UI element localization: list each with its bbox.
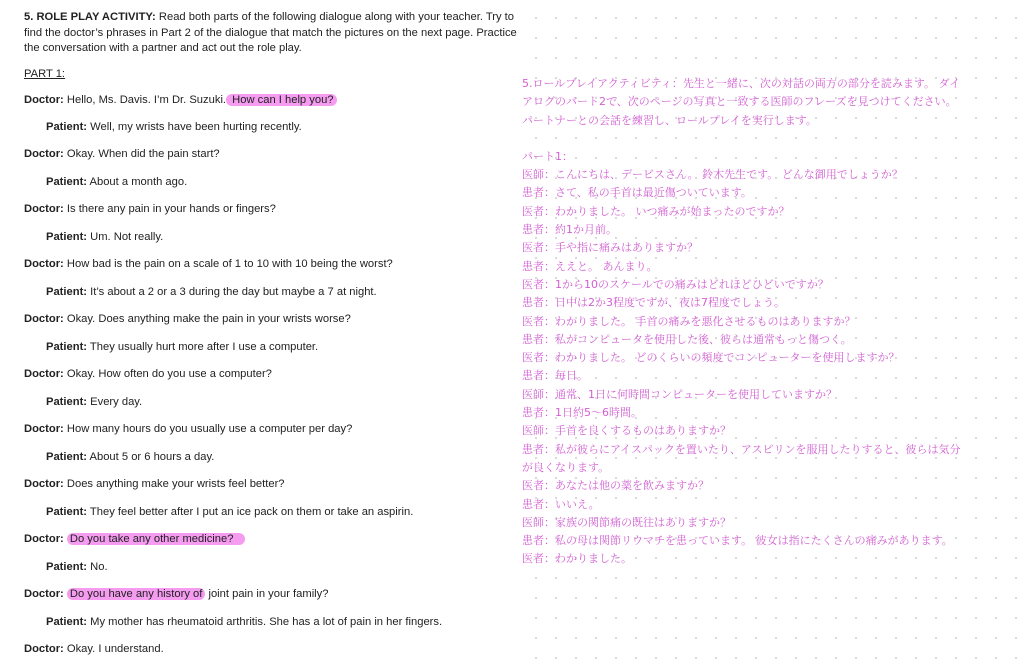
part-1-label: PART 1:: [24, 68, 66, 80]
speaker-label: Patient:: [46, 616, 88, 628]
translation-line: 患者：約1か月前。: [522, 223, 617, 237]
line-text: Well, my wrists have been hurting recently.: [87, 121, 302, 133]
speaker-label: Doctor:: [24, 258, 64, 270]
translation-intro-line: アログのパート2で、次のページの写真と一致する医師のフレーズを見つけてください。: [522, 95, 957, 109]
speaker-label: Patient:: [46, 396, 88, 408]
translation-line: 患者：ええと。 あんまり。: [522, 259, 658, 273]
dialogue-line-patient: [46, 449, 214, 465]
translation-line: が良くなります。: [522, 460, 610, 474]
speaker-label: Doctor:: [24, 203, 64, 215]
line-text: Um. Not really.: [87, 231, 164, 243]
line-text: Okay. How often do you use a computer?: [63, 368, 272, 380]
dialogue-line-patient: [46, 394, 142, 410]
speaker-label: Patient:: [46, 506, 88, 518]
translation-line: 医師：家族の関節痛の既往はありますか？: [522, 515, 731, 529]
dialogue-line-doctor: [24, 146, 220, 162]
translation-line: 医者：わかりました。: [522, 552, 632, 566]
highlighted-phrase: How can I help you?: [226, 94, 336, 106]
line-text: Is there any pain in your hands or fingers?: [63, 203, 276, 215]
translation-line: 患者：私がコンピュータを使用した後、彼らは通常もっと傷つく。: [522, 332, 852, 346]
dialogue-line-doctor: [24, 311, 351, 327]
translation-part-label: パート1：: [522, 149, 573, 163]
speaker-label: Doctor:: [24, 313, 64, 325]
line-text: Every day.: [87, 396, 143, 408]
dialogue-line-doctor: [24, 256, 393, 272]
translation-line: 医者：あなたは他の薬を飲みますか？: [522, 479, 709, 493]
line-text: Does anything make your wrists feel better?: [63, 478, 285, 490]
dialogue-line-doctor: [24, 92, 337, 108]
dialogue-line-patient: [46, 174, 187, 190]
translation-line: 医師：こんにちは、デービスさん。 鈴木先生です。 どんな御用でしょうか？: [522, 168, 903, 182]
line-text: About 5 or 6 hours a day.: [87, 451, 215, 463]
activity-heading: 5. ROLE PLAY ACTIVITY:: [24, 11, 156, 23]
translation-line: 医者：わかりました。 手首の痛みを悪化させるものはありますか？: [522, 314, 856, 328]
dialogue-line-patient: [46, 504, 413, 520]
dialogue-line-patient: [46, 229, 163, 245]
line-text: They usually hurt more after I use a computer.: [87, 341, 319, 353]
line-text: It’s about a 2 or a 3 during the day but maybe a 7 at night.: [87, 286, 377, 298]
dialogue-line-patient: [46, 119, 302, 135]
dialogue-line-patient: [46, 559, 108, 575]
line-text: My mother has rheumatoid arthritis. She has a lot of pain in her fingers.: [87, 616, 443, 628]
speaker-label: Patient:: [46, 561, 88, 573]
japanese-translation: [522, 75, 1012, 569]
dialogue-line-doctor: [24, 476, 285, 492]
highlighted-phrase: Do you take any other medicine?: [67, 533, 246, 545]
line-text-after-highlight: joint pain in your family?: [205, 588, 329, 600]
translation-line: 医者：1から10のスケールでの痛みはどれほどひどいですか？: [522, 277, 829, 291]
dialogue-line-patient: [46, 284, 377, 300]
dialogue-line-doctor: [24, 586, 328, 602]
line-text: How many hours do you usually use a computer per day?: [63, 423, 353, 435]
speaker-label: Doctor:: [24, 368, 64, 380]
translation-line: 医者：わかりました。 いつ痛みが始まったのですか？: [522, 204, 790, 218]
speaker-label: Doctor:: [24, 478, 64, 490]
speaker-label: Doctor:: [24, 423, 64, 435]
translation-line: 患者：私が彼らにアイスパックを置いたり、アスピリンを服用したりすると、彼らは気分: [522, 442, 961, 456]
line-text: How bad is the pain on a scale of 1 to 10 with 10 being the worst?: [63, 258, 393, 270]
highlighted-phrase: Do you have any history of: [67, 588, 205, 600]
line-text: Hello, Ms. Davis. I’m Dr. Suzuki.: [63, 94, 227, 106]
line-text: Okay. Does anything make the pain in your wrists worse?: [63, 313, 351, 325]
translation-line: 医者：わかりました。 どのくらいの頻度でコンピューターを使用しますか？: [522, 351, 900, 365]
translation-line: 患者：さて、私の手首は最近傷ついています。: [522, 186, 752, 200]
speaker-label: Patient:: [46, 176, 88, 188]
translation-intro-line: 5.ロールプレイアクティビティ：先生と一緒に、次の対話の両方の部分を読みます。 ダイ: [522, 77, 961, 90]
speaker-label: Doctor:: [24, 148, 64, 160]
dialogue-line-patient: [46, 339, 318, 355]
translation-spacer: [522, 130, 1012, 148]
speaker-label: Patient:: [46, 231, 88, 243]
activity-instructions-text: Read both parts of the following dialogue along with your teacher. Try to find the doctor’s phrases in Part 2 of the dialogue that match the pictures on the next page. Practice the conversation with a partner and act out the role play.: [24, 11, 517, 54]
line-text: They feel better after I put an ice pack on them or take an aspirin.: [87, 506, 414, 518]
activity-instructions: [24, 10, 524, 57]
speaker-label: Patient:: [46, 341, 88, 353]
speaker-label: Patient:: [46, 121, 88, 133]
translation-line: 医師：手首を良くするものはありますか？: [522, 424, 731, 438]
translation-line: 医者：手や指に痛みはありますか？: [522, 241, 698, 255]
dialogue-line-doctor: [24, 421, 352, 437]
translation-line: 患者：1日約5〜6時間。: [522, 406, 642, 420]
translation-line: 患者：いいえ。: [522, 497, 600, 511]
speaker-label: Doctor:: [24, 533, 64, 545]
line-text: No.: [87, 561, 108, 573]
speaker-label: Doctor:: [24, 643, 64, 655]
translation-intro-line: パートナーとの会話を練習し、ロールプレイを実行します。: [522, 113, 817, 127]
translation-line: 患者：日中は2か3程度ですが、夜は7程度でしょう。: [522, 296, 785, 310]
speaker-label: Patient:: [46, 451, 88, 463]
dialogue-line-doctor: [24, 366, 272, 382]
translation-line: 患者：毎日。: [522, 369, 588, 383]
dialogue-line-doctor: [24, 641, 164, 657]
speaker-label: Patient:: [46, 286, 88, 298]
speaker-label: Doctor:: [24, 94, 64, 106]
line-text: Okay. When did the pain start?: [63, 148, 220, 160]
translation-line: 患者：私の母は関節リウマチを患っています。 彼女は指にたくさんの痛みがあります。: [522, 534, 953, 548]
line-text: Okay. I understand.: [63, 643, 164, 655]
translation-line: 医師：通常、1日に何時間コンピューターを使用していますか？: [522, 387, 837, 401]
line-text: About a month ago.: [87, 176, 188, 188]
dialogue-line-doctor: [24, 531, 245, 547]
dialogue-line-patient: [46, 614, 442, 630]
dialogue-line-doctor: [24, 201, 276, 217]
speaker-label: Doctor:: [24, 588, 64, 600]
